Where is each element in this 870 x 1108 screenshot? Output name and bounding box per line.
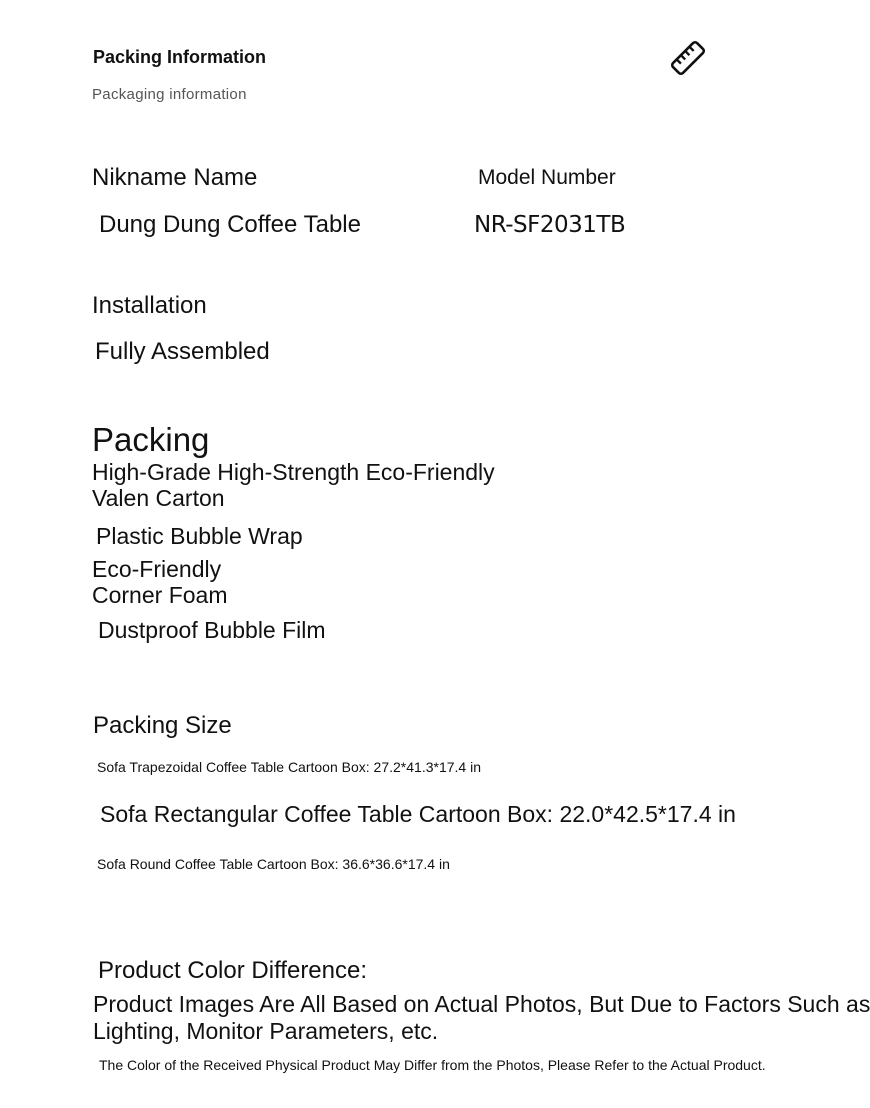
packing-item-carton: High-Grade High-Strength Eco-Friendly Valen Carton — [92, 459, 495, 511]
color-note-line-3: The Color of the Received Physical Product May Differ from the Photos, Please Refer to the Actual Product. — [99, 1057, 766, 1073]
page-subtitle: Packaging information — [92, 86, 247, 103]
color-difference-label: Product Color Difference: — [98, 957, 368, 984]
nickname-value: Dung Dung Coffee Table — [99, 211, 361, 238]
ruler-icon — [668, 38, 708, 78]
nickname-label: Nikname Name — [92, 164, 258, 191]
packing-size-label: Packing Size — [93, 712, 232, 739]
model-value: NR-SF2031TB — [474, 212, 626, 238]
packing-item-corner-foam: Eco-Friendly Corner Foam — [92, 556, 228, 608]
color-note-line-1: Product Images Are All Based on Actual Photos, But Due to Factors Such as — [93, 991, 870, 1017]
page-title: Packing Information — [93, 47, 267, 67]
packing-item-bubble-film: Dustproof Bubble Film — [98, 617, 326, 643]
color-note-line-2: Lighting, Monitor Parameters, etc. — [93, 1018, 439, 1044]
model-label: Model Number — [478, 166, 616, 189]
box-size-trapezoidal: Sofa Trapezoidal Coffee Table Cartoon Box: 27.2*41.3*17.4 in — [97, 759, 481, 775]
box-size-round: Sofa Round Coffee Table Cartoon Box: 36.6*36.6*17.4 in — [97, 856, 450, 872]
box-size-rectangular: Sofa Rectangular Coffee Table Cartoon Box: 22.0*42.5*17.4 in — [100, 801, 736, 827]
packing-item-bubble-wrap: Plastic Bubble Wrap — [96, 523, 303, 549]
packing-label: Packing — [92, 421, 210, 458]
installation-value: Fully Assembled — [95, 338, 270, 365]
installation-label: Installation — [92, 292, 207, 319]
